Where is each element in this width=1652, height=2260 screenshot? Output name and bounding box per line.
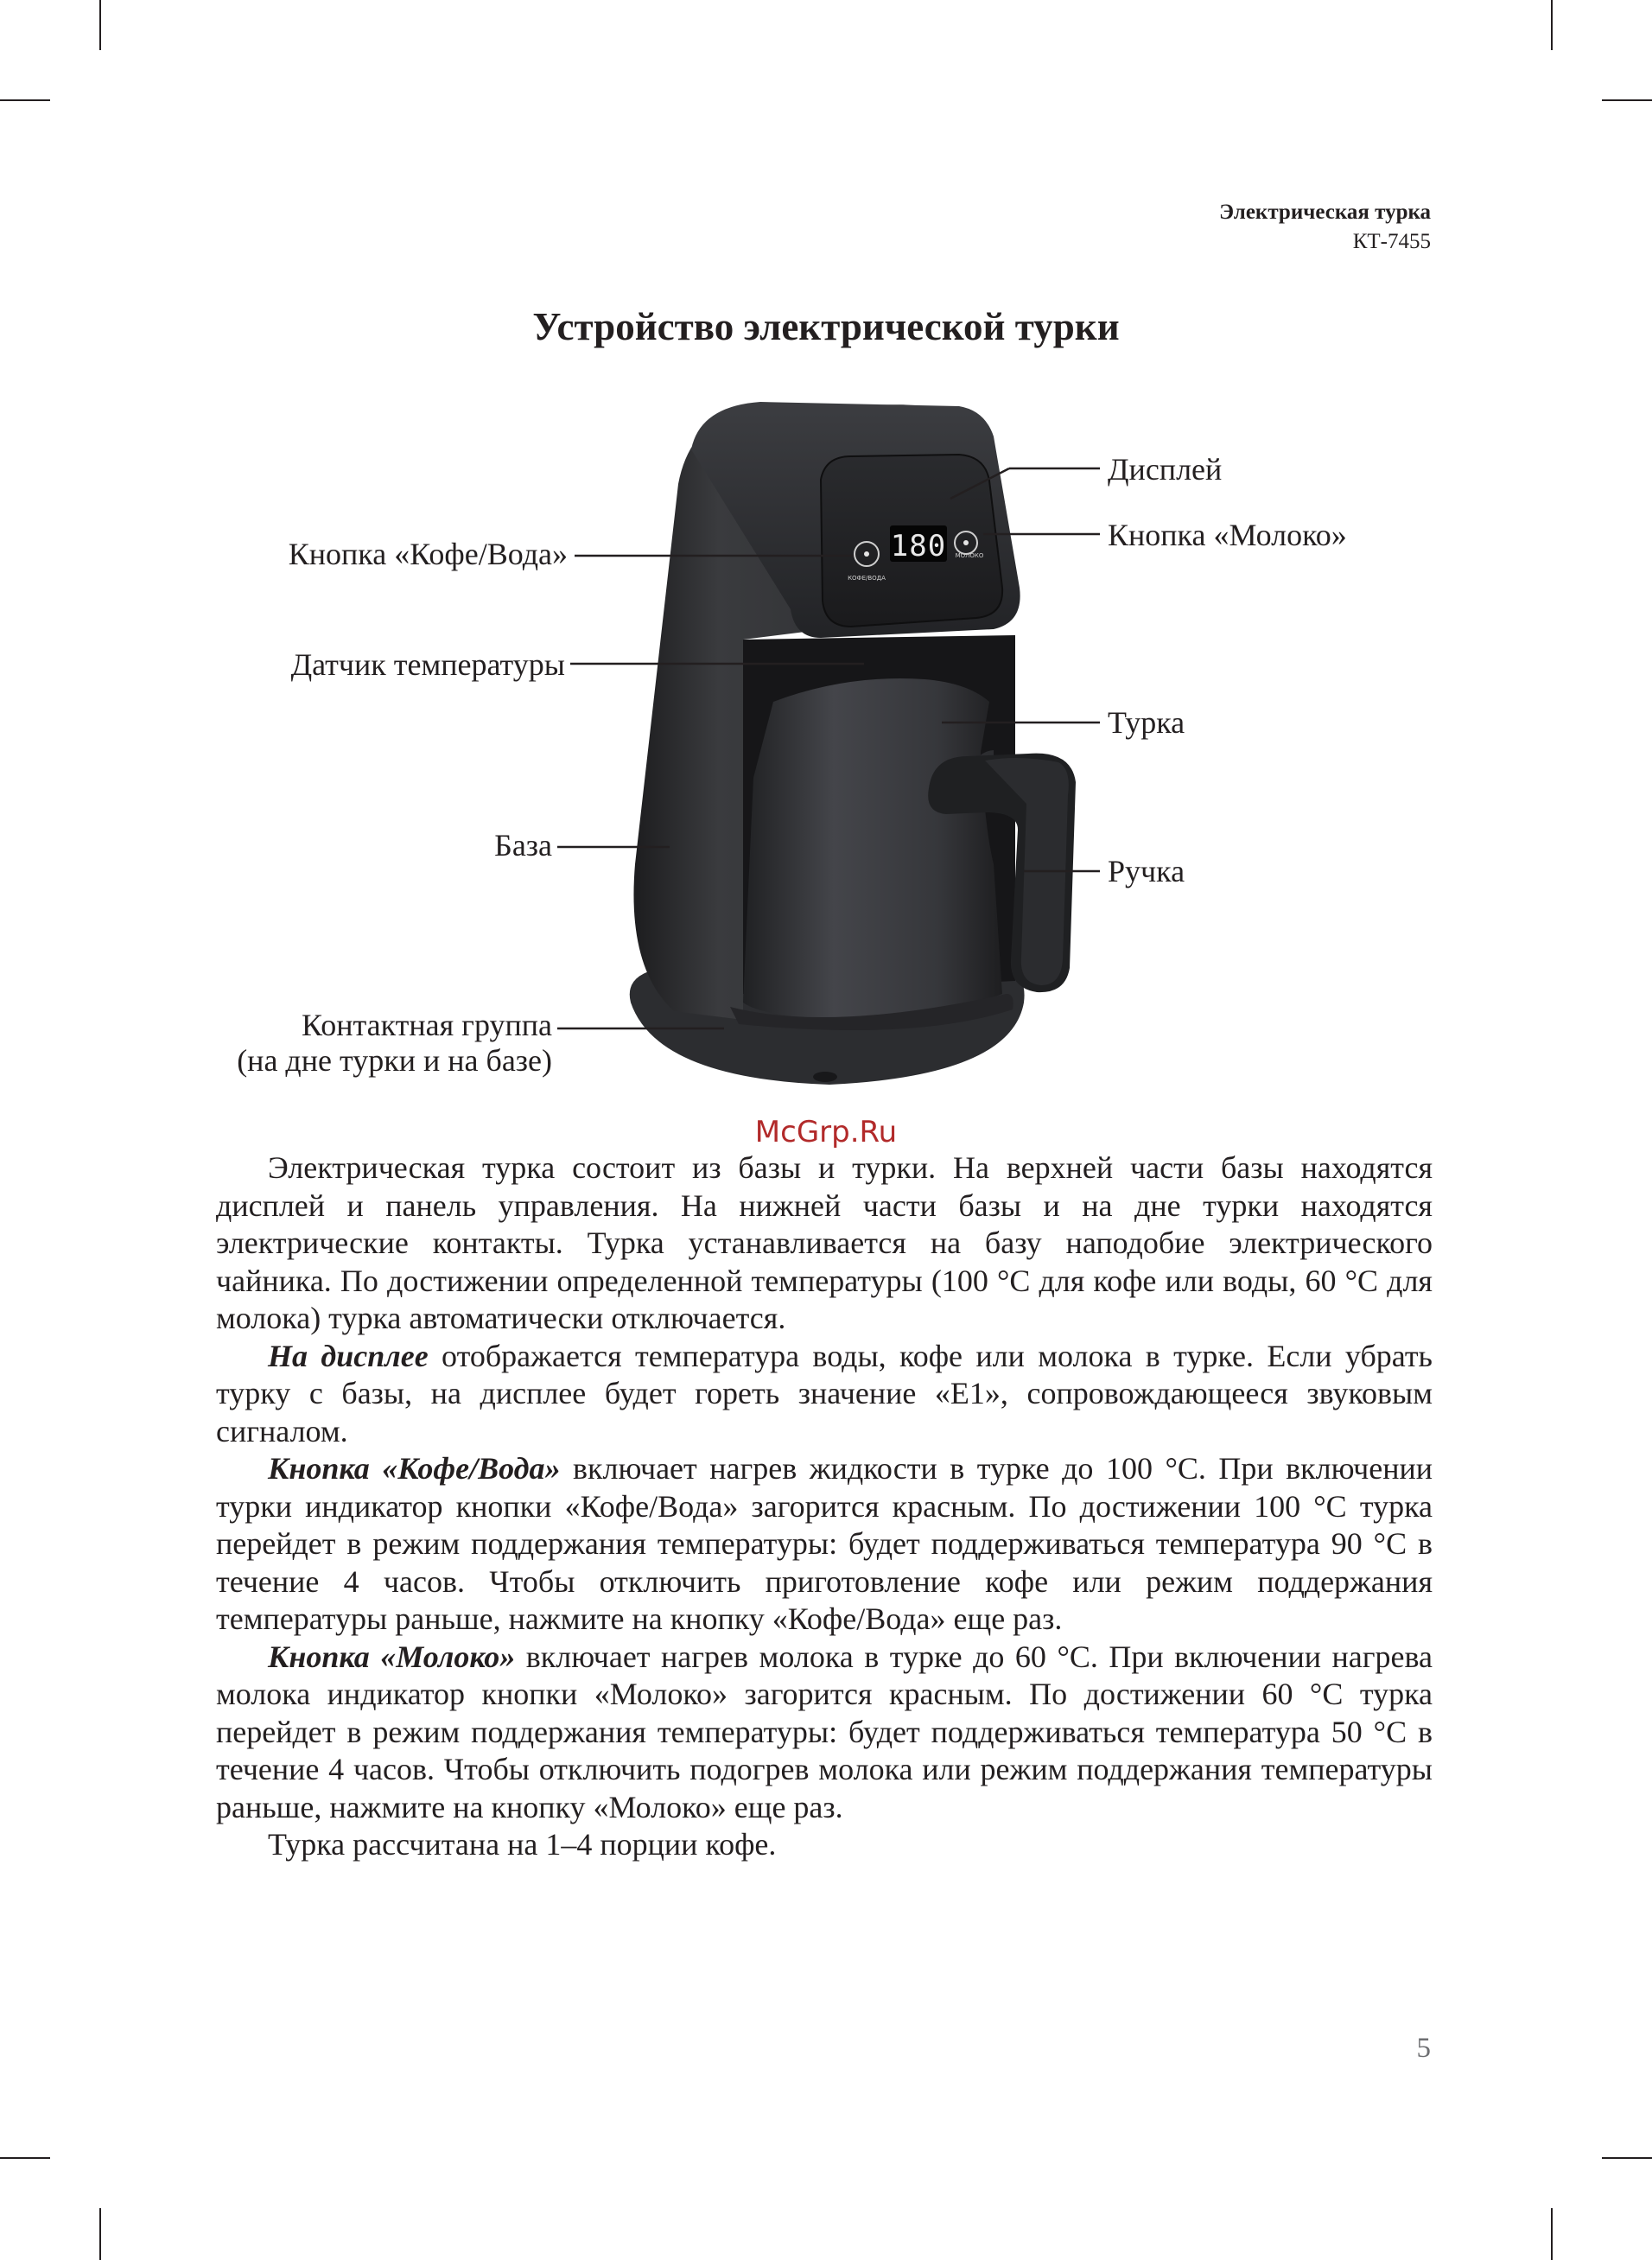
paragraph-display: На дисплее отображается температура воды, кофе или молока в турке. Если убрать турку с базы, на дисплее будет гореть значение «Е1», сопровождающееся звуковым сигналом.	[216, 1338, 1433, 1448]
paragraph: Электрическая турка состоит из базы и турки. На верхней части базы находятся дисплей и панель управления. На нижней части базы и на дне турки находятся электрические контакты. Турка устанавливается на базу наподобие электрического чайника. По достижении определенной температуры (100 °С для кофе или воды, 60 °С для молока) турка автоматически отключается.	[216, 1150, 1433, 1335]
header-product-name: Электрическая турка	[1219, 201, 1431, 224]
callout-milk-button: Кнопка «Молоко»	[1108, 518, 1347, 552]
turka-device-illustration	[0, 0, 1652, 1115]
callout-contact-group-note: (на дне турки и на базе)	[237, 1043, 552, 1078]
crop-mark	[1602, 2157, 1652, 2159]
callout-turka: Турка	[1108, 705, 1185, 740]
paragraph-capacity: Турка рассчитана на 1–4 порции кофе.	[268, 1827, 777, 1862]
callout-handle: Ручка	[1108, 854, 1185, 888]
page-title: Устройство электрической турки	[532, 305, 1120, 348]
paragraph-milk-button: Кнопка «Молоко» включает нагрев молока в турке до 60 °С. При включении нагрева молока индикатор кнопки «Молоко» загорится красным. По достижении 60 °С турка перейдет в режим поддержания температуры: будет поддерживаться температура 50 °С в течение 4 часов. Чтобы отключить подогрев молока или режим поддержания температуры раньше, нажмите на кнопку «Молоко» еще раз.	[216, 1639, 1433, 1824]
svg-text:МОЛОКО: МОЛОКО	[955, 552, 984, 559]
callout-temp-sensor: Датчик температуры	[290, 647, 565, 682]
paragraph-coffee-water-button: Кнопка «Кофе/Вода» включает нагрев жидкости в турке до 100 °С. При включении турки индикатор кнопки «Кофе/Вода» загорится красным. По достижении 100 °С турка перейдет в режим поддержания температуры: будет поддерживаться температура 90 °С в течение 4 часов. Чтобы отключить приготовление кофе или режим поддержания температуры раньше, нажмите на кнопку «Кофе/Вода» еще раз.	[216, 1451, 1433, 1636]
crop-mark	[0, 2157, 50, 2159]
page-number: 5	[1416, 2033, 1431, 2064]
turka-pot	[743, 678, 1002, 1021]
callout-coffee-water-button: Кнопка «Кофе/Вода»	[288, 537, 568, 571]
callout-contact-group: Контактная группа	[302, 1008, 552, 1042]
header-model-number: КТ-7455	[1352, 230, 1431, 253]
callout-base: База	[494, 828, 552, 863]
description-body	[216, 1149, 1433, 1864]
crop-mark	[1551, 2208, 1553, 2260]
crop-mark	[99, 2208, 101, 2260]
display-readout: 180	[890, 529, 947, 563]
callout-display: Дисплей	[1108, 452, 1223, 487]
watermark: McGrp.Ru	[754, 1115, 898, 1149]
svg-text:КОФЕ/ВОДА: КОФЕ/ВОДА	[848, 575, 886, 582]
